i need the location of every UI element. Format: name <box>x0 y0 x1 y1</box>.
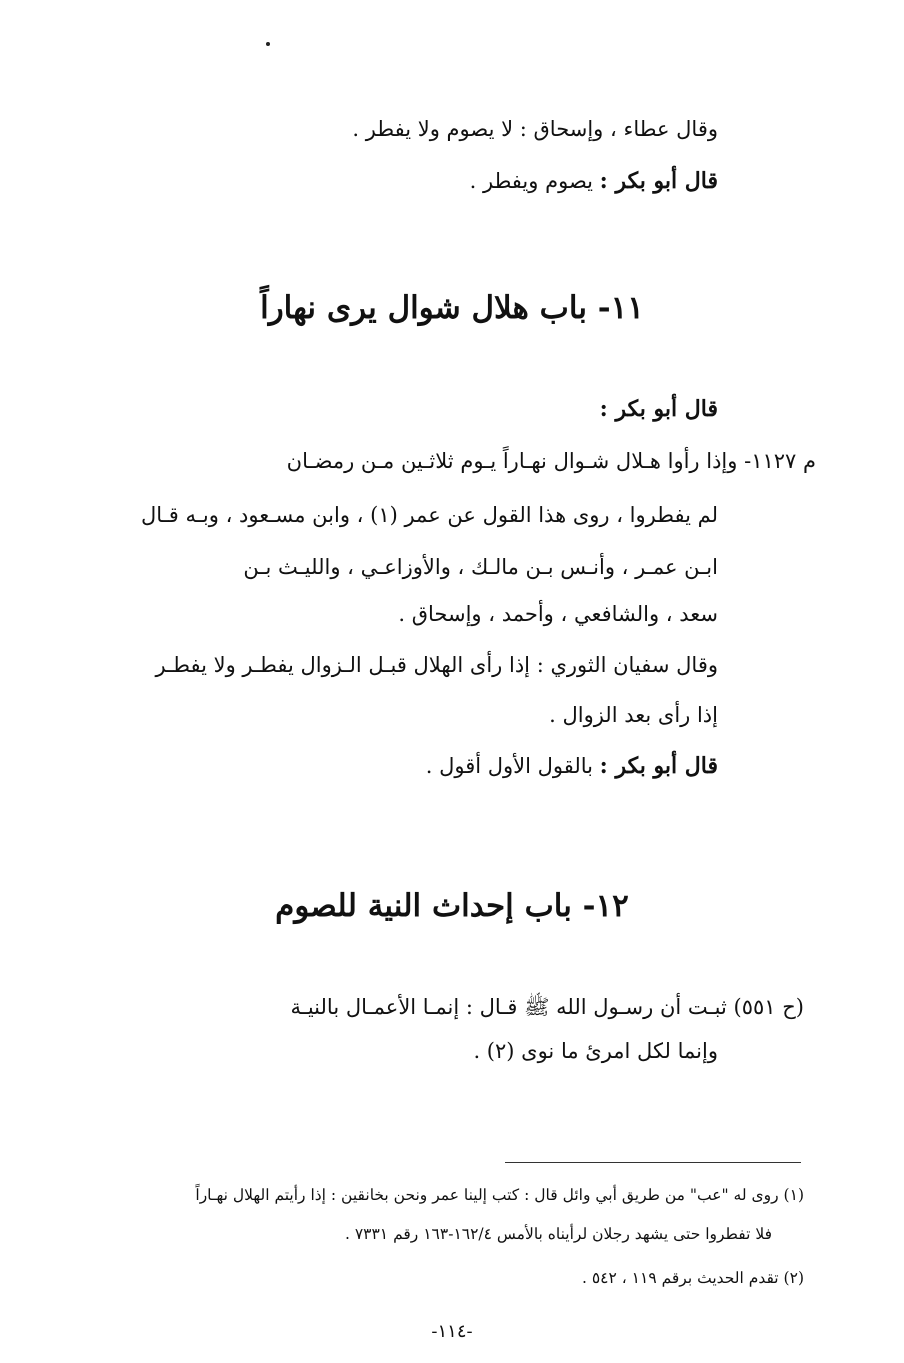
section1-para-line-6: إذا رأى بعد الزوال . <box>549 703 718 727</box>
footnote-2: (٢) تقدم الحديث برقم ١١٩ ، ٥٤٢ . <box>581 1269 804 1287</box>
hadith-line-2: وإنما لكل امرئ ما نوى (٢) . <box>473 1039 718 1063</box>
speaker-label: قال أبو بكر : <box>599 753 718 779</box>
statement-text: يصوم ويفطر . <box>469 169 600 193</box>
footnote-1-line-2: فلا تفطروا حتى يشهد رجلان لرأيناه بالأمس ١٦٢/٤-١٦٣ رقم ٧٣٣١ . <box>344 1225 772 1243</box>
speck-mark <box>266 42 270 46</box>
speaker-label: قال أبو بكر : <box>599 168 718 194</box>
statement-text: بالقول الأول أقول . <box>425 754 600 778</box>
section1-intro: قال أبو بكر : <box>599 396 718 422</box>
hadith-line-1: (ح ٥٥١) ثبـت أن رسـول الله ﷺ قـال : إنمـا الأعمـال بالنيـة <box>290 995 804 1019</box>
page-number: -١١٤- <box>431 1321 473 1342</box>
section-heading-12: ١٢- باب إحداث النية للصوم <box>275 888 629 924</box>
section1-para-line-5: وقال سفيان الثوري : إذا رأى الهلال قبـل الـزوال يفطـر ولا يفطـر <box>155 653 718 677</box>
section1-para-line-4: سعد ، والشافعي ، وأحمد ، وإسحاق . <box>398 602 718 626</box>
section-heading-11: ١١- باب هلال شوال يرى نهاراً <box>260 290 644 326</box>
text-line-1: وقال عطاء ، وإسحاق : لا يصوم ولا يفطر . <box>352 117 718 141</box>
footnote-1-line-1: (١) روى له "عب" من طريق أبي وائل قال : كتب إلينا عمر ونحن بخانقين : إذا رأيتم الهلال نهـاراً <box>195 1186 804 1204</box>
footnote-divider <box>505 1162 801 1163</box>
text-line-2 <box>470 165 718 197</box>
section1-para-line-3: ابـن عمـر ، وأنـس بـن مالـك ، والأوزاعـي ، والليـث بـن <box>243 555 718 579</box>
section1-conclusion <box>426 750 718 782</box>
section1-para-line-2: لم يفطروا ، روى هذا القول عن عمر (١) ، وابن مسـعود ، وبـه قـال <box>140 503 718 527</box>
section1-para-line-1: م ١١٢٧- وإذا رأوا هـلال شـوال نهـاراً يـوم ثلاثـين مـن رمضـان <box>286 449 816 473</box>
